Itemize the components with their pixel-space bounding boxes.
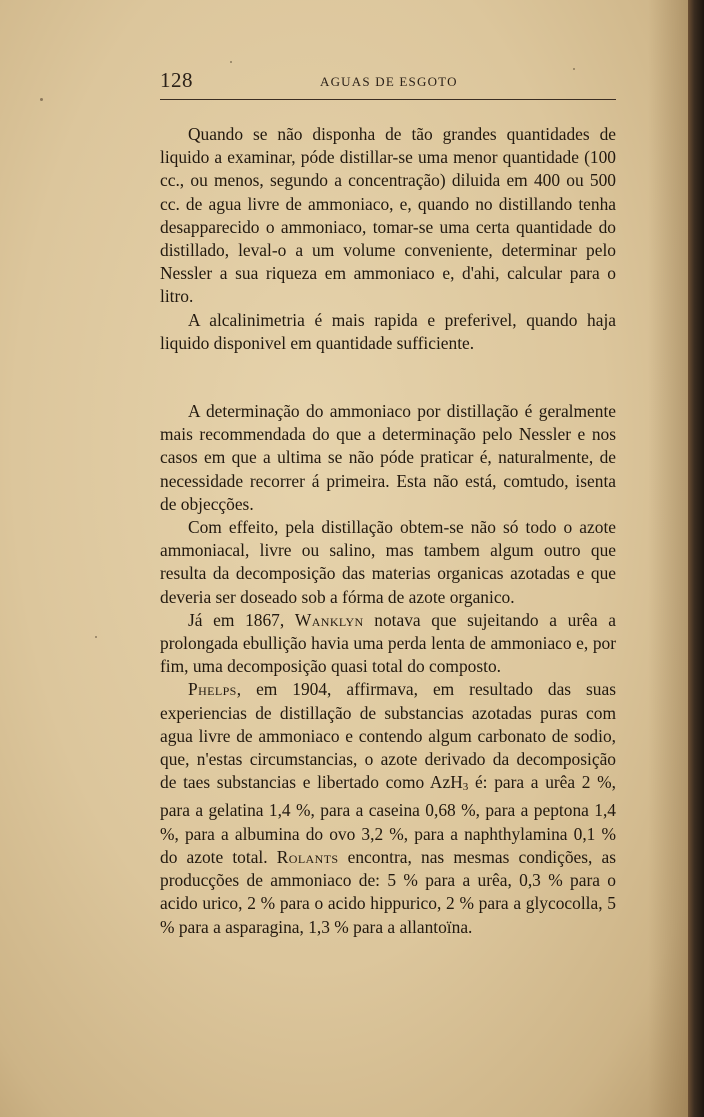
paragraph-3: A determinação do ammoniaco por distillação é geralmente mais recommendada do que a determinação pelo Nessler e nos casos em que a ultima se não póde praticar é, naturalmente, de necessidade recorrer á primeira. Esta não está, comtudo, isenta de objecções. [160,401,616,514]
paragraph-5 [160,609,616,679]
paragraph-2: A alcalinimetria é mais rapida e preferivel, quando haja liquido disponivel em quantidade sufficiente. [160,309,616,353]
paper-speck [95,636,97,638]
paper-speck [573,68,575,70]
formula-subscript: 3 [462,781,469,794]
author-name-rolants: Rolants [276,846,339,867]
body-text [160,123,616,939]
paragraph-4: Com effeito, pela distillação obtem-se não só todo o azote ammoniacal, livre ou salino, mas tambem algum outro que resulta da decomposição das materias organicas azotadas e que deveria ser doseado sob a fórma de azote organico. [160,517,616,607]
paragraph-6-text-c: encontra, nas mesmas condições, as producções de ammoniaco de: 5 % para a urêa, 0,3 % para o acido urico, 2 % para o acido hippurico, 2 % para a glycocolla, 5 % para a asparagina, 1,3 % para a allantoïna. [160,846,616,937]
paper-speck [230,61,232,63]
paper-speck [40,98,43,101]
paragraph-6-text-a: , em 1904, affirmava, em resultado das suas experiencias de distillação de substancias azotadas puras com agua livre de ammoniaco e contendo algum carbonato de sodio, que, n'estas circumstancias, o azote derivado da decomposição de taes substancias e libertado como AzH [160,679,616,793]
paragraph-5-text: notava que sujeitando a urêa a prolongada ebullição havia uma perda lenta de ammoniaco e, por fim, uma decomposição quasi total do composto. [160,609,616,677]
running-title: AGUAS DE ESGOTO [320,74,458,89]
paragraph-6-text-b: é: para a urêa 2 %, para a gelatina 1,4 %, para a caseina 0,68 %, para a peptona 1,4 %, para a albumina do ovo 3,2 %, para a naphthylamina 0,1 % do azote total. [160,772,616,867]
book-spine [688,0,704,1117]
paragraph-6 [160,678,616,938]
page-header [160,68,616,96]
author-name-phelps: Phelps [188,679,237,700]
paragraph-1: Quando se não disponha de tão grandes quantidades de liquido a examinar, póde distillar-se uma menor quantidade (100 cc., ou menos, segundo a concentração) diluida em 400 ou 500 cc. de agua livre de ammoniaco, e, quando no distillando tenha desapparecido o ammoniaco, tomar-se uma certa quantidade do distillado, leval-o a um volume conveniente, determinar pelo Nessler a sua riqueza em ammoniaco e, d'ahi, calcular para o litro. [160,124,616,307]
page-number: 128 [160,68,193,92]
header-rule [160,99,616,100]
section-gap [160,355,616,400]
author-name-wanklyn: Wanklyn [294,609,364,630]
paragraph-5-lead: Já em 1867, [188,609,295,630]
